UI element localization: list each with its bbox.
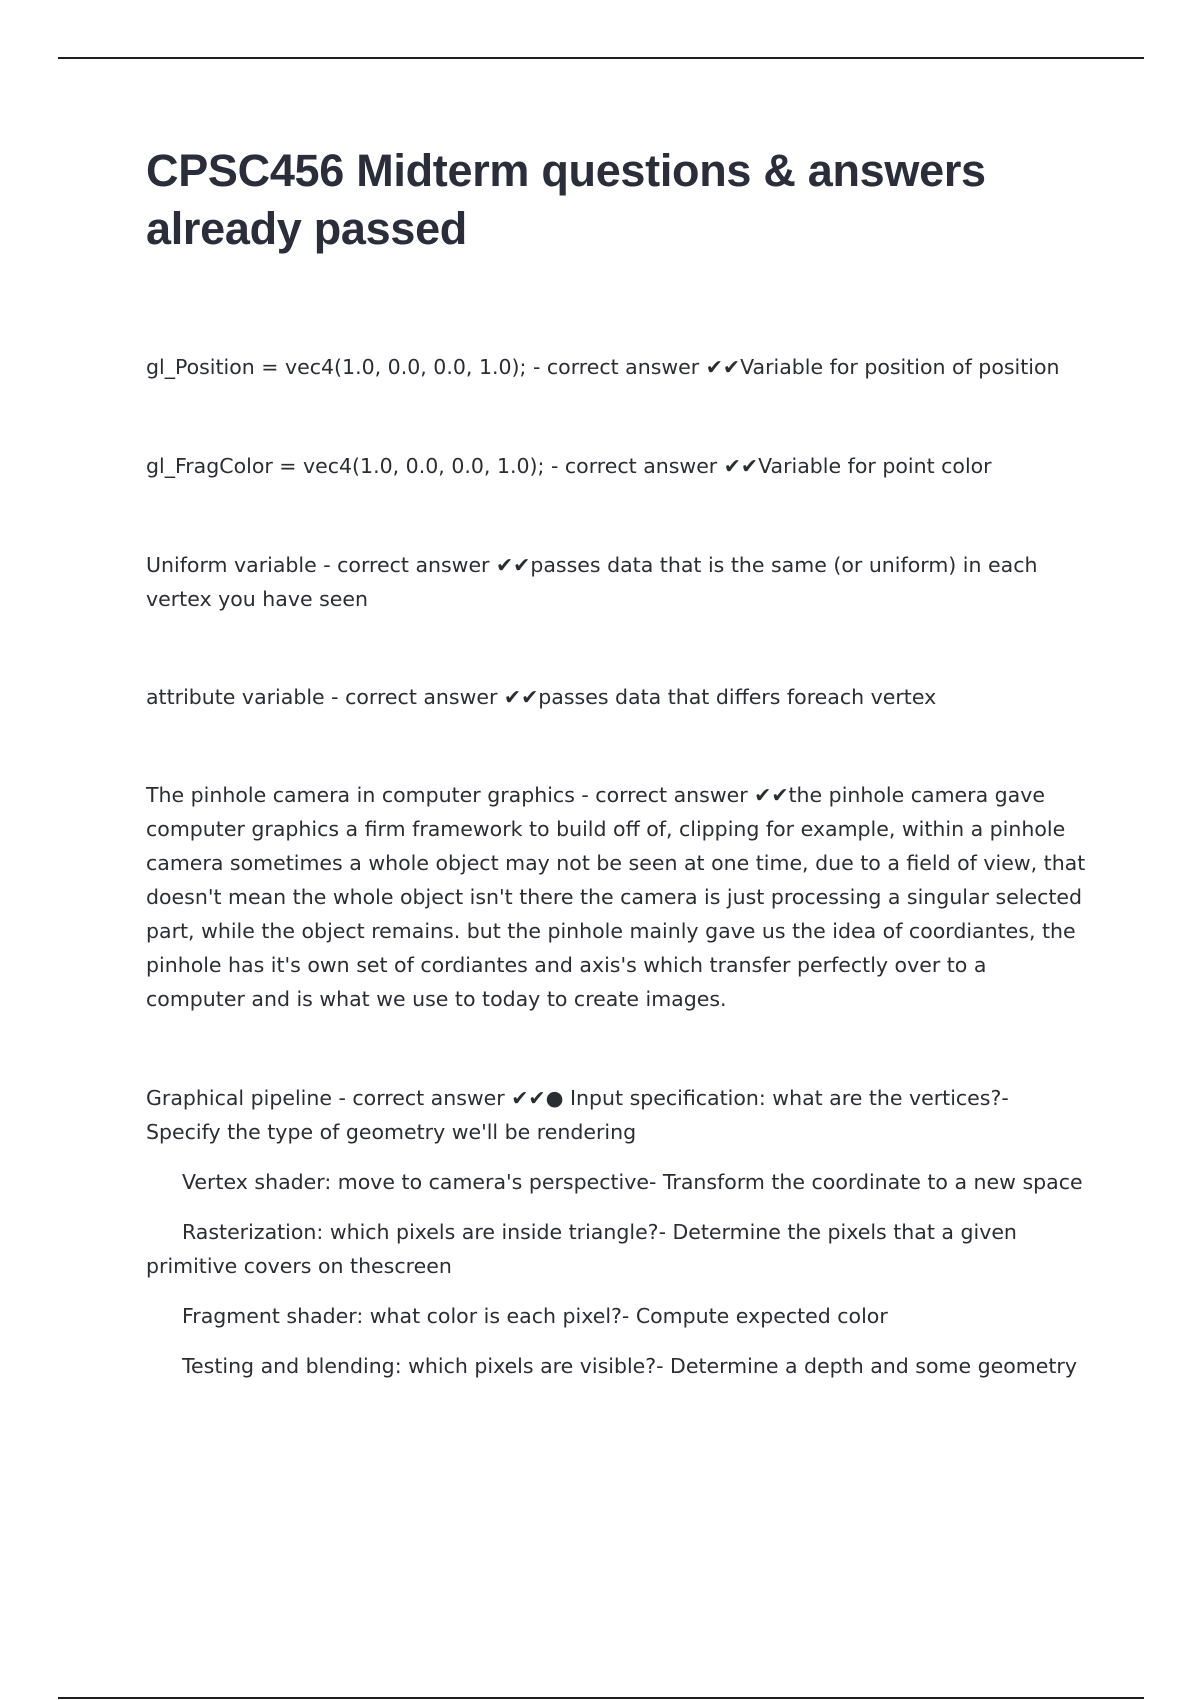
question-text: The pinhole camera in computer graphics xyxy=(146,783,575,807)
answer-separator: - correct answer ✔✔ xyxy=(544,454,759,478)
document-page xyxy=(146,142,1086,1383)
qa-item xyxy=(146,548,1086,616)
question-text: attribute variable xyxy=(146,685,325,709)
qa-item xyxy=(146,680,1086,714)
answer-separator: - correct answer ✔✔ xyxy=(574,783,789,807)
answer-text: passes data that is the same (or uniform) in each vertex you have seen xyxy=(146,553,1038,611)
qa-item xyxy=(146,1081,1086,1149)
answer-text: Variable for point color xyxy=(758,454,992,478)
pipeline-stage: Vertex shader: move to camera's perspective- Transform the coordinate to a new space xyxy=(182,1170,1083,1194)
answer-text: the pinhole camera gave computer graphics a firm framework to build off of, clipping for example, within a pinhole camera sometimes a whole object may not be seen at one time, due to a field of view, that doesn't mean the whole object isn't there the camera is just processing a singular selected part, while the object remains. but the pinhole mainly gave us the idea of coordiantes, the pinhole has it's own set of cordiantes and axis's which transfer perfectly over to a computer and is what we use to today to create images. xyxy=(146,783,1086,1011)
pipeline-stage: Rasterization: which pixels are inside triangle?- Determine the pixels that a given primitive covers on thescreen xyxy=(146,1220,1017,1278)
document-title: CPSC456 Midterm questions & answers already passed xyxy=(146,145,986,254)
answer-text: ● Input specification: what are the vertices?- Specify the type of geometry we'll be rendering xyxy=(146,1086,1009,1144)
question-text: gl_Position = vec4(1.0, 0.0, 0.0, 1.0); xyxy=(146,355,527,379)
answer-separator: - correct answer ✔✔ xyxy=(324,685,539,709)
bottom-rule xyxy=(58,1697,1144,1699)
answer-text: Variable for position of position xyxy=(740,355,1060,379)
qa-item xyxy=(146,350,1086,384)
answer-separator: - correct answer ✔✔ xyxy=(526,355,741,379)
answer-separator: - correct answer ✔✔ xyxy=(331,1086,546,1110)
pipeline-stage: Fragment shader: what color is each pixel?- Compute expected color xyxy=(182,1304,888,1328)
question-text: Uniform variable xyxy=(146,553,317,577)
question-text: gl_FragColor = vec4(1.0, 0.0, 0.0, 1.0); xyxy=(146,454,545,478)
qa-item xyxy=(146,778,1086,1016)
answer-text: passes data that differs foreach vertex xyxy=(538,685,937,709)
qa-item xyxy=(146,449,1086,483)
pipeline-stage: Testing and blending: which pixels are visible?- Determine a depth and some geometry xyxy=(182,1354,1077,1378)
answer-separator: - correct answer ✔✔ xyxy=(316,553,531,577)
question-text: Graphical pipeline xyxy=(146,1086,332,1110)
top-rule xyxy=(58,57,1144,59)
